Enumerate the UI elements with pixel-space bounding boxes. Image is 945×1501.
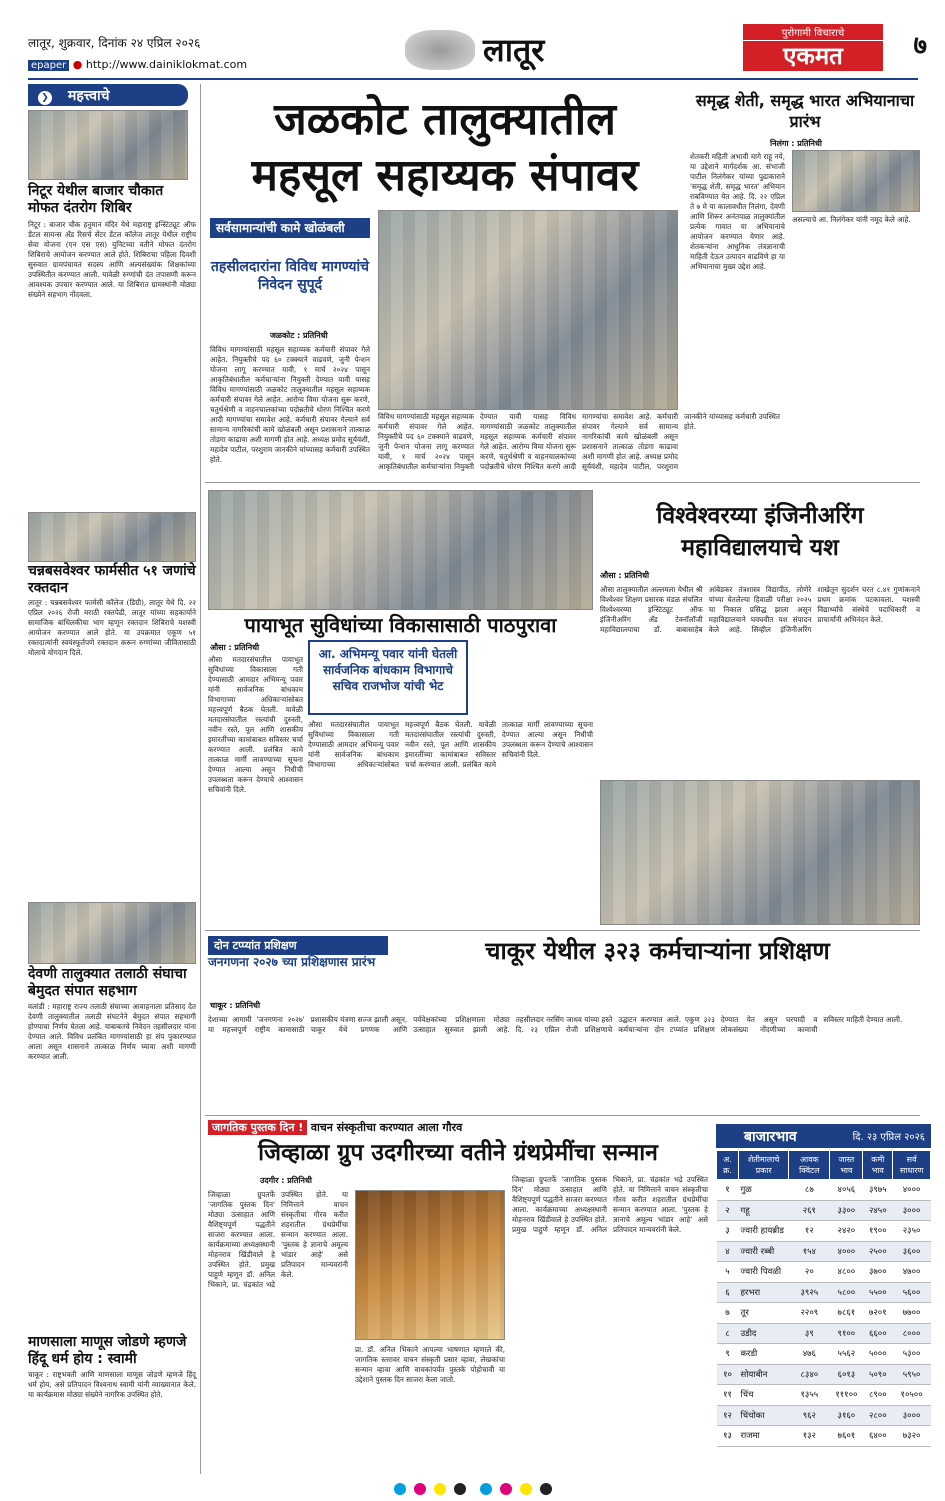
training-byline: चाकूर : प्रतिनिधी: [210, 1001, 261, 1010]
lead-headline-line-1: जळकोट तालुक्यातील: [274, 94, 616, 145]
table-cell: २८००: [863, 1405, 893, 1426]
engineering-headline-line-2: महाविद्यालयाचे यश: [681, 535, 839, 561]
table-cell: ६०१३: [830, 1364, 863, 1385]
table-cell: १२: [717, 1405, 739, 1426]
books-body-col-2: जिव्हाळा ग्रुपतर्फे 'जागतिक पुस्तक दिन' मोठ्या उत्साहात आणि वैशिष्ट्यपूर्ण पद्धतीने साजरा करण्यात आला. कार्यक्रमाच्या अध्यक्षस्थानी मोहनराव खिंडीवाले हे उपस्थित होते. प्रमुख पाहुणे म्हणून डॉ. अनिल भिकाने, प्रा. चंद्रकांत भद्रे उपस्थित होते. या निमित्ताने वाचन संस्कृतीचा गौरव करीत शहरातील ग्रंथप्रेमींचा सन्मान करण्यात आला. 'पुस्तक हे ज्ञानाचे अमूल्य भांडार आहे' असे प्रतिपादन मान्यवरांनी केले.: [512, 1175, 708, 1234]
table-cell: ९१००: [830, 1323, 863, 1344]
table-row: [717, 1426, 931, 1447]
table-cell: ३९२५: [789, 1282, 830, 1303]
table-cell: सोयाबीन: [738, 1364, 788, 1385]
books-byline: उदगीर : प्रतिनिधी: [260, 1176, 312, 1185]
globe-icon: ●: [72, 58, 83, 71]
market-column-header: कमी भाव: [863, 1151, 893, 1180]
table-cell: ५९५०: [893, 1364, 931, 1385]
sidebar-story-2-headline: चन्नबसवेश्वर फार्मसीत ५१ जणांचे रक्तदान: [28, 563, 196, 596]
infra-headline: पायाभूत सुविधांच्या विकासासाठी पाठपुरावा: [244, 613, 557, 637]
table-cell: ४: [717, 1241, 739, 1262]
table-cell: ३: [717, 1221, 739, 1242]
table-cell: ज्वारी पिवळी: [738, 1262, 788, 1283]
masthead-ornament-icon: [405, 30, 475, 70]
lead-photo: [378, 210, 678, 410]
table-cell: ५५६२: [830, 1344, 863, 1365]
market-column-header: शेतीमालाचे प्रकार: [738, 1151, 788, 1180]
brand-logo: [743, 24, 883, 72]
infra-body-col-1: औसा मतदारसंघातील पायाभूत सुविधांच्या विकासाला गती देण्यासाठी आमदार अभिमन्यू पवार यांनी सार्वजनिक बांधकाम विभागाच्या अधिकाऱ्यांसोबत महत्त्वपूर्ण बैठक घेतली. यावेळी मतदारसंघातील रस्त्यांची दुरुस्ती, नवीन रस्ते, पूल आणि शासकीय इमारतींच्या कामांबाबत सविस्तर चर्चा करण्यात आली. प्रलंबित कामे तात्काळ मार्गी लावण्याच्या सूचना देण्यात आल्या असून निधीची उपलब्धता करून देण्याचे आश्वासन सचिवांनी दिले.: [208, 655, 303, 794]
chevron-icon: ❯: [38, 91, 52, 105]
market-header: [716, 1124, 931, 1148]
books-kicker: [208, 1120, 708, 1135]
engineering-byline: औसा : प्रतिनिधी: [600, 571, 650, 580]
table-cell: गुळ: [738, 1180, 788, 1201]
table-cell: ३०००: [893, 1405, 931, 1426]
table-cell: ८७: [789, 1180, 830, 1201]
books-kicker-text: वाचन संस्कृतीचा करण्यात आला गौरव: [310, 1121, 463, 1134]
table-cell: २३५०: [893, 1221, 931, 1242]
epaper-url[interactable]: http://www.dainiklokmat.com: [85, 58, 248, 71]
table-cell: ९: [717, 1344, 739, 1365]
infra-byline: औसा : प्रतिनिधी: [210, 643, 260, 652]
sidebar-story-4-body: चाकूर : राष्ट्रभक्ती आणि माणसाला माणूस जोडणे म्हणजे हिंदू धर्म होय, असे प्रतिपादन विश्वनाथ स्वामी यांनी व्याख्यानात केले. या कार्यक्रमास मोठ्या संख्येने नागरिक उपस्थित होते.: [28, 1370, 196, 1399]
market-column-header: जास्त भाव: [830, 1151, 863, 1180]
sidebar-story-2-body: लातूर : चन्नबसवेश्वर फार्मसी कॉलेज (डिग्री), लातूर येथे दि. २२ एप्रिल २०२६ रोजी मराठी रक्तपेढी, लातूर यांच्या सहकार्याने सामाजिक बांधिलकीचा भाग म्हणून रक्तदान शिबिराचे यशस्वी आयोजन करण्यात आले होते. या उपक्रमात एकूण ५१ रक्तदात्यांनी स्वयंस्फूर्तपणे रक्तदान करून रुग्णांच्या जीवितासाठी मोलाचे योगदान दिले.: [28, 598, 196, 657]
sidebar-story-4-headline: माणसाला माणूस जोडणे म्हणजे हिंदू धर्म होय : स्वामी: [28, 1334, 187, 1367]
table-cell: ५५००: [863, 1282, 893, 1303]
sidebar-story-1-body: निटूर : बाजार चौक हनुमान मंदिर येथे महाराष्ट्र इन्स्टिट्यूट ऑफ डेंटल सायन्स अँड रिसर्च सेंटर डेंटल कॉलेज लातूर येथील राष्ट्रीय सेवा योजना (एन एस एस) युनिटच्या वतीने मोफत दंतरोग शिबिराचे आयोजन करण्यात आले होते. शिबिराचा पहिला दिवशी सुरुवात ग्रामपंचायत सदस्य आणि अल्पसंख्यांक शिक्षकांच्या उपस्थितीत करण्यात आली. यावेळी रुग्णांची दंत तपासणी करून आवश्यक उपचार करण्यात आले. या शिबिरात ग्रामस्थांनी मोठ्या संख्येने सहभाग नोंदवला.: [28, 220, 196, 299]
table-cell: ४७००: [893, 1262, 931, 1283]
right-story-caption: असल्याचे आ. निलंगेकर यांनी नमूद केले आहे.: [792, 215, 911, 224]
books-headline: जिव्हाळा ग्रुप उदगीरच्या वतीने ग्रंथप्रेमींचा सन्मान: [258, 1140, 658, 1166]
table-cell: १९००: [863, 1221, 893, 1242]
table-row: [717, 1282, 931, 1303]
table-cell: ३६००: [893, 1241, 931, 1262]
infra-photo: [208, 490, 593, 610]
table-cell: करडी: [738, 1344, 788, 1365]
table-row: [717, 1364, 931, 1385]
table-cell: ८: [717, 1323, 739, 1344]
market-column-header: आवक क्विंटल: [789, 1151, 830, 1180]
table-row: [717, 1303, 931, 1324]
lead-subhead: तहसीलदारांना विविध मागण्यांचे निवेदन सुपूर्द: [210, 259, 370, 293]
lead-body-col-2: विविध मागण्यांसाठी महसूल सहाय्यक कर्मचारी संपावर गेले आहेत. नियुक्तीचे पद ६० टक्क्याने वाढवणे, जुनी पेन्शन योजना लागू करण्यात यावी, १ मार्च २०२४ पासून आकृतिबंधातील कर्मचाऱ्यांना नियुक्ती देण्यात यावी यासह विविध मागण्यांसाठी जळकोट तालुक्यातील महसूल सहाय्यक कर्मचारी संपावर गेले आहेत. आरोग्य विमा योजना सुरू करणे, चतुर्थश्रेणी व वाहनचालकांच्या पदोन्नतीचे धोरण निश्चित करणे आदी मागण्यांचा समावेश आहे. कर्मचारी संपावर गेल्याने सर्व सामान्य नागरिकांची कामे खोळंबली असून प्रशासनाने तात्काळ तोडगा काढावा अशी मागणी होत आहे. अध्यक्ष प्रमोद सूर्यवंशी, महादेव पाटील, परशुराम जानकीने यांच्यासह कर्मचारी उपस्थित होते.: [378, 412, 780, 471]
masthead: [405, 22, 570, 77]
training-kicker-1: दोन टप्प्यांत प्रशिक्षण: [208, 936, 388, 955]
table-cell: २४५०: [863, 1200, 893, 1221]
table-row: [717, 1262, 931, 1283]
sidebar-photo-2: [28, 512, 196, 562]
table-cell: ५८००: [830, 1282, 863, 1303]
training-body: देशाच्या आगामी 'जनगणना २०२७' या महत्त्वपूर्ण राष्ट्रीय कामासाठी प्रशासकीय यंत्रणा सज्ज झाली असून, चाकूर येथे प्रगणक आणि पर्यवेक्षकांच्या प्रशिक्षणाला मोठ्या उत्साहात सुरुवात झाली आहे. तहसीलदार नरसिंग जाधव यांच्या हस्ते दि. २३ एप्रिल रोजी प्रशिक्षणाचे उद्घाटन करण्यात आले. एकूण ३२३ कर्मचाऱ्यांना दोन टप्प्यांत प्रशिक्षण देण्यात येत असून घरयादी व लोकसंख्या नोंदणीच्या कामाची सविस्तर माहिती देण्यात आली.: [208, 1015, 903, 1034]
market-title: बाजारभाव: [744, 1129, 797, 1145]
table-row: [717, 1405, 931, 1426]
registration-strip: [28, 1480, 918, 1496]
table-cell: ७६०१: [830, 1426, 863, 1447]
right-story-headline: समृद्ध शेती, समृद्ध भारत अभियानाचा प्रारंभ: [695, 91, 915, 131]
right-story-byline: निलंगा : प्रतिनिधी: [770, 139, 822, 148]
table-cell: १: [717, 1180, 739, 1201]
sidebar-story-3-headline: देवणी तालुक्यात तलाठी संघाचा बेमुदत संपात सहभाग: [28, 966, 187, 999]
sidebar-divider: [200, 84, 201, 1474]
table-cell: ८९००: [863, 1385, 893, 1406]
market-column-header: सर्व साधारण: [893, 1151, 931, 1180]
books-body-col-1: जिव्हाळा ग्रुपतर्फे 'जागतिक पुस्तक दिन' मोठ्या उत्साहात आणि वैशिष्ट्यपूर्ण पद्धतीने साजरा करण्यात आला. कार्यक्रमाच्या अध्यक्षस्थानी मोहनराव खिंडीवाले हे उपस्थित होते. प्रमुख पाहुणे म्हणून डॉ. अनिल भिकाने, प्रा. चंद्रकांत भद्रे उपस्थित होते. या निमित्ताने वाचन संस्कृतीचा गौरव करीत शहरातील ग्रंथप्रेमींचा सन्मान करण्यात आला. 'पुस्तक हे ज्ञानाचे अमूल्य भांडार आहे' असे प्रतिपादन मान्यवरांनी केले.: [208, 1190, 348, 1289]
table-cell: ५: [717, 1262, 739, 1283]
table-cell: ८०००: [893, 1323, 931, 1344]
table-cell: ८३४०: [789, 1364, 830, 1385]
table-cell: ४०५६: [830, 1180, 863, 1201]
right-story-body-col-1: शेतकरी महिती अभावी मागे राहू नये, या उद्देशाने मार्गदर्शक आ. संभाजी पाटील निलंगेकर यांच्या पुढाकाराने 'समृद्ध शेती, समृद्ध भारत' अभियान राबविण्यात येत आहे. दि. २२ एप्रिल ते ७ मे या कालावधीत निलंगा, देवणी आणि शिरूर अनंतपाळ तालुक्यांतील प्रत्येक गावात या अभियानाचे आयोजन करण्यात येणार आहे. शेतकऱ्यांना आधुनिक तंत्रज्ञानाची माहिती देऊन उत्पादन वाढविणे हा या अभियानाचा मुख्य उद्देश आहे.: [690, 152, 785, 271]
table-cell: ११: [717, 1385, 739, 1406]
section-tab-label: महत्त्वाचे: [68, 88, 110, 104]
right-story-photo: [792, 150, 920, 212]
table-cell: तूर: [738, 1303, 788, 1324]
table-cell: ५०९०: [863, 1364, 893, 1385]
table-cell: ३९: [789, 1323, 830, 1344]
table-row: [717, 1385, 931, 1406]
table-cell: ५३००: [893, 1344, 931, 1365]
table-cell: ५०००: [863, 1344, 893, 1365]
table-cell: ६: [717, 1282, 739, 1303]
table-cell: १३२: [789, 1426, 830, 1447]
table-cell: ३३००: [830, 1200, 863, 1221]
rule-1: [205, 482, 920, 483]
table-cell: ७२०१: [863, 1303, 893, 1324]
table-cell: गहू: [738, 1200, 788, 1221]
table-cell: १११००: [830, 1385, 863, 1406]
table-cell: ७३२०: [893, 1426, 931, 1447]
lead-byline: जळकोट : प्रतिनिधी: [270, 331, 328, 340]
market-table-head: [717, 1151, 931, 1180]
sidebar-photo-1: [28, 110, 188, 180]
table-cell: १०५००: [893, 1385, 931, 1406]
sidebar-photo-3: [28, 902, 196, 964]
infra-body-col-2: औसा मतदारसंघातील पायाभूत सुविधांच्या विकासाला गती देण्यासाठी आमदार अभिमन्यू पवार यांनी सार्वजनिक बांधकाम विभागाच्या अधिकाऱ्यांसोबत महत्त्वपूर्ण बैठक घेतली. यावेळी मतदारसंघातील रस्त्यांची दुरुस्ती, नवीन रस्ते, पूल आणि शासकीय इमारतींच्या कामांबाबत सविस्तर चर्चा करण्यात आली. प्रलंबित कामे तात्काळ मार्गी लावण्याच्या सूचना देण्यात आल्या असून निधीची उपलब्धता करून देण्याचे आश्वासन सचिवांनी दिले.: [308, 720, 593, 769]
table-cell: २०: [789, 1262, 830, 1283]
table-cell: २५००: [863, 1241, 893, 1262]
brand-name: एकमत: [743, 41, 883, 71]
masthead-title: लातूर: [483, 31, 545, 69]
sidebar-story-1-headline: निटूर येथील बाजार चौकात मोफत दंतरोग शिबिर: [28, 183, 164, 216]
rule-2: [205, 930, 920, 931]
brand-tagline: पुरोगामी विचाराचे: [743, 24, 883, 40]
books-photo: [355, 1190, 505, 1340]
table-cell: १३: [717, 1426, 739, 1447]
table-cell: ३१६०: [830, 1405, 863, 1426]
table-cell: ७: [717, 1303, 739, 1324]
page-number: ७: [913, 31, 927, 61]
market-table: [716, 1150, 931, 1447]
table-cell: राजमा: [738, 1426, 788, 1447]
market-date: दि. २३ एप्रिल २०२६: [852, 1132, 925, 1143]
table-cell: १०: [717, 1364, 739, 1385]
table-cell: चिंच: [738, 1385, 788, 1406]
table-cell: ३७००: [863, 1262, 893, 1283]
table-cell: ६६००: [863, 1323, 893, 1344]
books-kicker-red: जागतिक पुस्तक दिन !: [208, 1120, 307, 1135]
table-row: [717, 1221, 931, 1242]
epaper-label: epaper: [28, 60, 69, 71]
rule-3: [205, 1115, 920, 1116]
table-row: [717, 1180, 931, 1201]
market-table-body: [717, 1180, 931, 1447]
market-column-header: अ. क्र.: [717, 1151, 739, 1180]
training-kicker-2: जनगणना २०२७ च्या प्रशिक्षणास प्रारंभ: [208, 955, 376, 969]
table-cell: २: [717, 1200, 739, 1221]
table-cell: चिंचोका: [738, 1405, 788, 1426]
training-headline: चाकूर येथील ३२३ कर्मचाऱ्यांना प्रशिक्षण: [485, 937, 830, 965]
table-cell: हरभरा: [738, 1282, 788, 1303]
table-cell: १२: [789, 1221, 830, 1242]
engineering-body: औसा तालुक्यातील अल्लमला येथील श्री विश्वेश्वर शिक्षण प्रसारक मंडळ संचलित विश्वेश्वरय्या इन्स्टिट्यूट ऑफ इंजिनीअरिंग अँड टेक्नॉलॉजी महाविद्यालयाचा डॉ. बाबासाहेब आंबेडकर तंत्रशास्त्र विद्यापीठ, लोणेरे यांच्या घेतलेल्या हिवाळी परीक्षा २०२५ चा निकाल प्रसिद्ध झाला असून महाविद्यालयाने घवघवीत यश संपादन केले आहे. सिव्हील इंजिनीअरिंग शाखेतून सुदर्शन घरत ८.४१ गुणांकनाने प्रथम क्रमांक पटकावला. यशस्वी विद्यार्थ्यांचे संस्थेचे पदाधिकारी व प्राचार्यांनी अभिनंदन केले.: [600, 585, 920, 634]
table-cell: ३९७५: [863, 1180, 893, 1201]
section-tab: [28, 84, 188, 106]
table-cell: २२०९: [789, 1303, 830, 1324]
table-row: [717, 1323, 931, 1344]
lead-kicker: सर्वसामान्यांची कामे खोळंबली: [210, 218, 370, 238]
table-row: [717, 1344, 931, 1365]
lead-headline: [210, 92, 680, 204]
table-cell: उडीद: [738, 1323, 788, 1344]
header-rule: [28, 78, 918, 80]
engineering-headline: [600, 500, 920, 564]
table-row: [717, 1241, 931, 1262]
table-cell: ४०००: [830, 1241, 863, 1262]
table-cell: २४२०: [830, 1221, 863, 1242]
table-row: [717, 1200, 931, 1221]
engineering-photo: [600, 780, 920, 925]
infra-box: आ. अभिमन्यू पवार यांनी घेतली सार्वजनिक बांधकाम विभागाचे सचिव राजभोज यांची भेट: [308, 640, 468, 715]
lead-body-col-1: विविध मागण्यांसाठी महसूल सहाय्यक कर्मचारी संपावर गेले आहेत. नियुक्तीचे पद ६० टक्क्याने वाढवणे, जुनी पेन्शन योजना लागू करण्यात यावी, १ मार्च २०२४ पासून आकृतिबंधातील कर्मचाऱ्यांना नियुक्ती देण्यात यावी यासह विविध मागण्यांसाठी जळकोट तालुक्यातील महसूल सहाय्यक कर्मचारी संपावर गेले आहेत. आरोग्य विमा योजना सुरू करणे, चतुर्थश्रेणी व वाहनचालकांच्या पदोन्नतीचे धोरण निश्चित करणे आदी मागण्यांचा समावेश आहे. कर्मचारी संपावर गेल्याने सर्व सामान्य नागरिकांची कामे खोळंबली असून प्रशासनाने तात्काळ तोडगा काढावा अशी मागणी होत आहे. अध्यक्ष प्रमोद सूर्यवंशी, महादेव पाटील, परशुराम जानकीने यांच्यासह कर्मचारी उपस्थित होते.: [210, 345, 370, 464]
table-cell: ५६००: [893, 1282, 931, 1303]
date-line: लातूर, शुक्रवार, दिनांक २४ एप्रिल २०२६: [28, 36, 201, 50]
table-cell: ७७००: [893, 1303, 931, 1324]
table-cell: ज्वारी हायब्रीड: [738, 1221, 788, 1242]
table-cell: ९६२: [789, 1405, 830, 1426]
sidebar-story-3-body: वलांडी : महाराष्ट्र राज्य तलाठी संघाच्या आवाहनाला प्रतिसाद देत देवणी तालुक्यातील तलाठी संघटनेने बेमुदत संपात सहभागी होण्याचा निर्णय घेतला आहे. याबाबतचे निवेदन तहसीलदार यांना देण्यात आले. विविध प्रलंबित मागण्यांसाठी हा संप पुकारण्यात आला असून शासनाने तात्काळ निर्णय घ्यावा अशी मागणी करण्यात आली.: [28, 1002, 196, 1061]
table-cell: ३०००: [893, 1200, 931, 1221]
epaper-link[interactable]: [28, 58, 247, 71]
table-cell: ज्वारी रब्बी: [738, 1241, 788, 1262]
lead-headline-line-2: महसूल सहाय्यक संपावर: [251, 150, 639, 201]
table-cell: ४८००: [830, 1262, 863, 1283]
table-cell: ४०००: [893, 1180, 931, 1201]
table-cell: ७८६१: [830, 1303, 863, 1324]
table-cell: १३५५: [789, 1385, 830, 1406]
books-caption: प्रा. डॉ. अनिल भिकाने आपल्या भाषणात म्हणाले की, जागतिक स्तरावर वाचन संस्कृती प्रसार व्हावा, लेखकांचा सन्मान व्हावा आणि वाचकांपर्यंत पुस्तके पोहोचावी या उद्देशाने पुस्तक दिन साजरा केला जातो.: [355, 1345, 505, 1384]
engineering-headline-line-1: विश्वेश्वरय्या इंजिनीअरिंग: [656, 503, 864, 529]
table-cell: ६४००: [863, 1426, 893, 1447]
table-cell: २६१: [789, 1200, 830, 1221]
table-cell: १५४: [789, 1241, 830, 1262]
table-cell: ४७६: [789, 1344, 830, 1365]
